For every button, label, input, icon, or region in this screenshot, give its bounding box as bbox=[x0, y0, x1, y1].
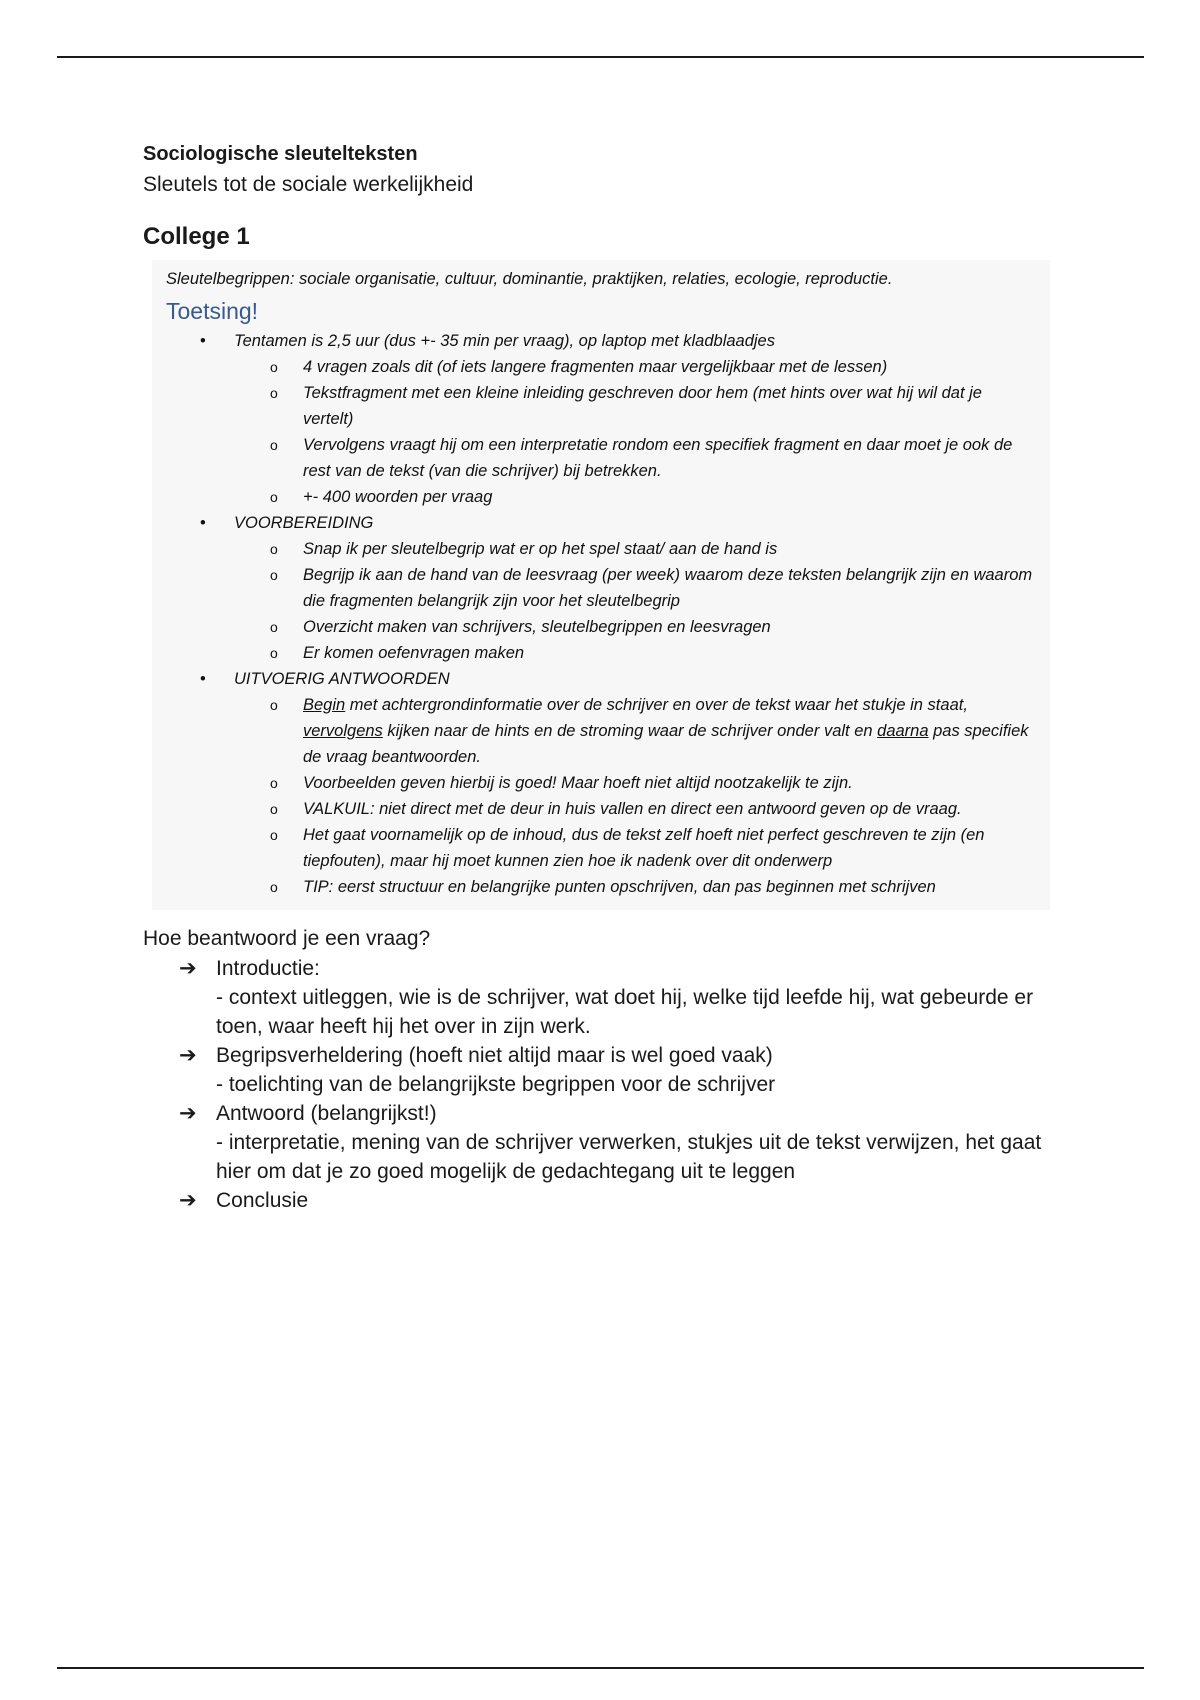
sub-list-item bbox=[166, 380, 1036, 432]
sub-list-item bbox=[166, 874, 1036, 900]
underlined-word: vervolgens bbox=[303, 722, 383, 740]
sub-item-text bbox=[303, 696, 1029, 766]
answer-step bbox=[143, 1186, 1063, 1215]
footer-rule bbox=[57, 1667, 1144, 1669]
sub-list-item bbox=[166, 822, 1036, 874]
sub-item-text: Het gaat voornamelijk op de inhoud, dus de tekst zelf hoeft niet perfect geschreven te zijn (en tiepfouten), maar hij moet kunnen zien hoe ik nadenk over dit onderwerp bbox=[303, 826, 985, 870]
sub-bullet-icon: o bbox=[270, 801, 278, 817]
sub-list-item bbox=[166, 692, 1036, 770]
toetsing-heading: Toetsing! bbox=[166, 298, 259, 324]
bullet-icon: • bbox=[200, 670, 206, 688]
sub-list-item bbox=[166, 796, 1036, 822]
underlined-word: daarna bbox=[877, 722, 929, 740]
sub-list-item bbox=[166, 536, 1036, 562]
text-run: kijken naar de hints en de stroming waar de schrijver onder valt en bbox=[382, 722, 878, 740]
sub-item-text: +- 400 woorden per vraag bbox=[303, 488, 493, 506]
bullet-label: Tentamen is 2,5 uur (dus +- 35 min per vraag), op laptop met kladblaadjes bbox=[234, 332, 775, 350]
sub-bullet-icon: o bbox=[270, 697, 278, 713]
sub-bullet-icon: o bbox=[270, 567, 278, 583]
sub-bullet-icon: o bbox=[270, 645, 278, 661]
sub-item-text: Tekstfragment met een kleine inleiding geschreven door hem (met hints over wat hij wil dat je vertelt) bbox=[303, 384, 982, 428]
sub-bullet-icon: o bbox=[270, 827, 278, 843]
sub-list-item bbox=[166, 770, 1036, 796]
sub-list-item bbox=[166, 562, 1036, 614]
sub-list-item bbox=[166, 614, 1036, 640]
arrow-right-icon: ➔ bbox=[179, 957, 197, 980]
list-item bbox=[166, 666, 1036, 900]
bullet-icon: • bbox=[200, 514, 206, 532]
step-label: Conclusie bbox=[216, 1189, 309, 1212]
answer-step bbox=[143, 1041, 1063, 1099]
sub-item-text: Voorbeelden geven hierbij is goed! Maar hoeft niet altijd nootzakelijk te zijn. bbox=[303, 774, 853, 792]
sub-item-text: 4 vragen zoals dit (of iets langere fragmenten maar vergelijkbaar met de lessen) bbox=[303, 358, 888, 376]
text-run: met achtergrondinformatie over de schrijver en over de tekst waar het stukje in staat, bbox=[345, 696, 968, 714]
sub-bullet-icon: o bbox=[270, 437, 278, 453]
sub-list-item bbox=[166, 354, 1036, 380]
toetsing-list bbox=[166, 328, 1036, 900]
bullet-label: VOORBEREIDING bbox=[234, 514, 374, 532]
step-detail: - interpretatie, mening van de schrijver verwerken, stukjes uit de tekst verwijzen, het gaat hier om dat je zo goed mogelijk de gedachtegang uit te leggen bbox=[216, 1131, 1042, 1183]
sub-bullet-icon: o bbox=[270, 359, 278, 375]
document-subtitle: Sleutels tot de sociale werkelijkheid bbox=[143, 173, 474, 196]
sub-bullet-icon: o bbox=[270, 775, 278, 791]
sub-item-text: VALKUIL: niet direct met de deur in huis vallen en direct een antwoord geven op de vraag. bbox=[303, 800, 962, 818]
answer-guide-question: Hoe beantwoord je een vraag? bbox=[143, 927, 431, 950]
answer-step bbox=[143, 954, 1063, 1041]
text-run: pas specifiek de vraag beantwoorden. bbox=[303, 722, 1029, 766]
sub-bullet-icon: o bbox=[270, 489, 278, 505]
bullet-icon: • bbox=[200, 332, 206, 350]
list-item bbox=[166, 328, 1036, 510]
key-concepts-line: Sleutelbegrippen: sociale organisatie, cultuur, dominantie, praktijken, relaties, ecologie, reproductie. bbox=[166, 270, 893, 288]
answer-steps-list bbox=[143, 954, 1063, 1215]
embedded-notes-image bbox=[152, 260, 1050, 910]
sub-list bbox=[234, 536, 1036, 666]
answer-step bbox=[143, 1099, 1063, 1186]
sub-list-item bbox=[166, 640, 1036, 666]
list-item bbox=[166, 510, 1036, 666]
college-heading: College 1 bbox=[143, 223, 250, 250]
sub-bullet-icon: o bbox=[270, 879, 278, 895]
sub-bullet-icon: o bbox=[270, 541, 278, 557]
step-detail: - context uitleggen, wie is de schrijver, wat doet hij, welke tijd leefde hij, wat gebeurde er toen, waar heeft hij het over in zijn werk. bbox=[216, 986, 1034, 1038]
sub-list-item bbox=[166, 484, 1036, 510]
document-body bbox=[143, 140, 1063, 1215]
sub-item-text: Begrijp ik aan de hand van de leesvraag (per week) waarom deze teksten belangrijk zijn en waarom die fragmenten belangrijk zijn voor het sleutelbegrip bbox=[303, 566, 1033, 610]
step-label: Introductie: bbox=[216, 957, 320, 980]
step-label: Begripsverheldering (hoeft niet altijd maar is wel goed vaak) bbox=[216, 1044, 773, 1067]
underlined-word: Begin bbox=[303, 696, 346, 714]
sub-item-text: Vervolgens vraagt hij om een interpretatie rondom een specifiek fragment en daar moet je ook de rest van de tekst (van die schrijver) bij betrekken. bbox=[303, 436, 1013, 480]
document-title: Sociologische sleutelteksten bbox=[143, 143, 418, 165]
sub-bullet-icon: o bbox=[270, 619, 278, 635]
header-rule bbox=[57, 56, 1144, 58]
sub-item-text: TIP: eerst structuur en belangrijke punten opschrijven, dan pas beginnen met schrijven bbox=[303, 878, 936, 896]
arrow-right-icon: ➔ bbox=[179, 1189, 197, 1212]
sub-item-text: Er komen oefenvragen maken bbox=[303, 644, 525, 662]
sub-bullet-icon: o bbox=[270, 385, 278, 401]
bullet-label: UITVOERIG ANTWOORDEN bbox=[234, 670, 450, 688]
sub-item-text: Overzicht maken van schrijvers, sleutelbegrippen en leesvragen bbox=[303, 618, 771, 636]
sub-list bbox=[234, 354, 1036, 510]
arrow-right-icon: ➔ bbox=[179, 1102, 197, 1125]
sub-list-item bbox=[166, 432, 1036, 484]
arrow-right-icon: ➔ bbox=[179, 1044, 197, 1067]
step-label: Antwoord (belangrijkst!) bbox=[216, 1102, 437, 1125]
sub-item-text: Snap ik per sleutelbegrip wat er op het spel staat/ aan de hand is bbox=[303, 540, 778, 558]
step-detail: - toelichting van de belangrijkste begrippen voor de schrijver bbox=[216, 1073, 776, 1096]
sub-list bbox=[234, 692, 1036, 900]
